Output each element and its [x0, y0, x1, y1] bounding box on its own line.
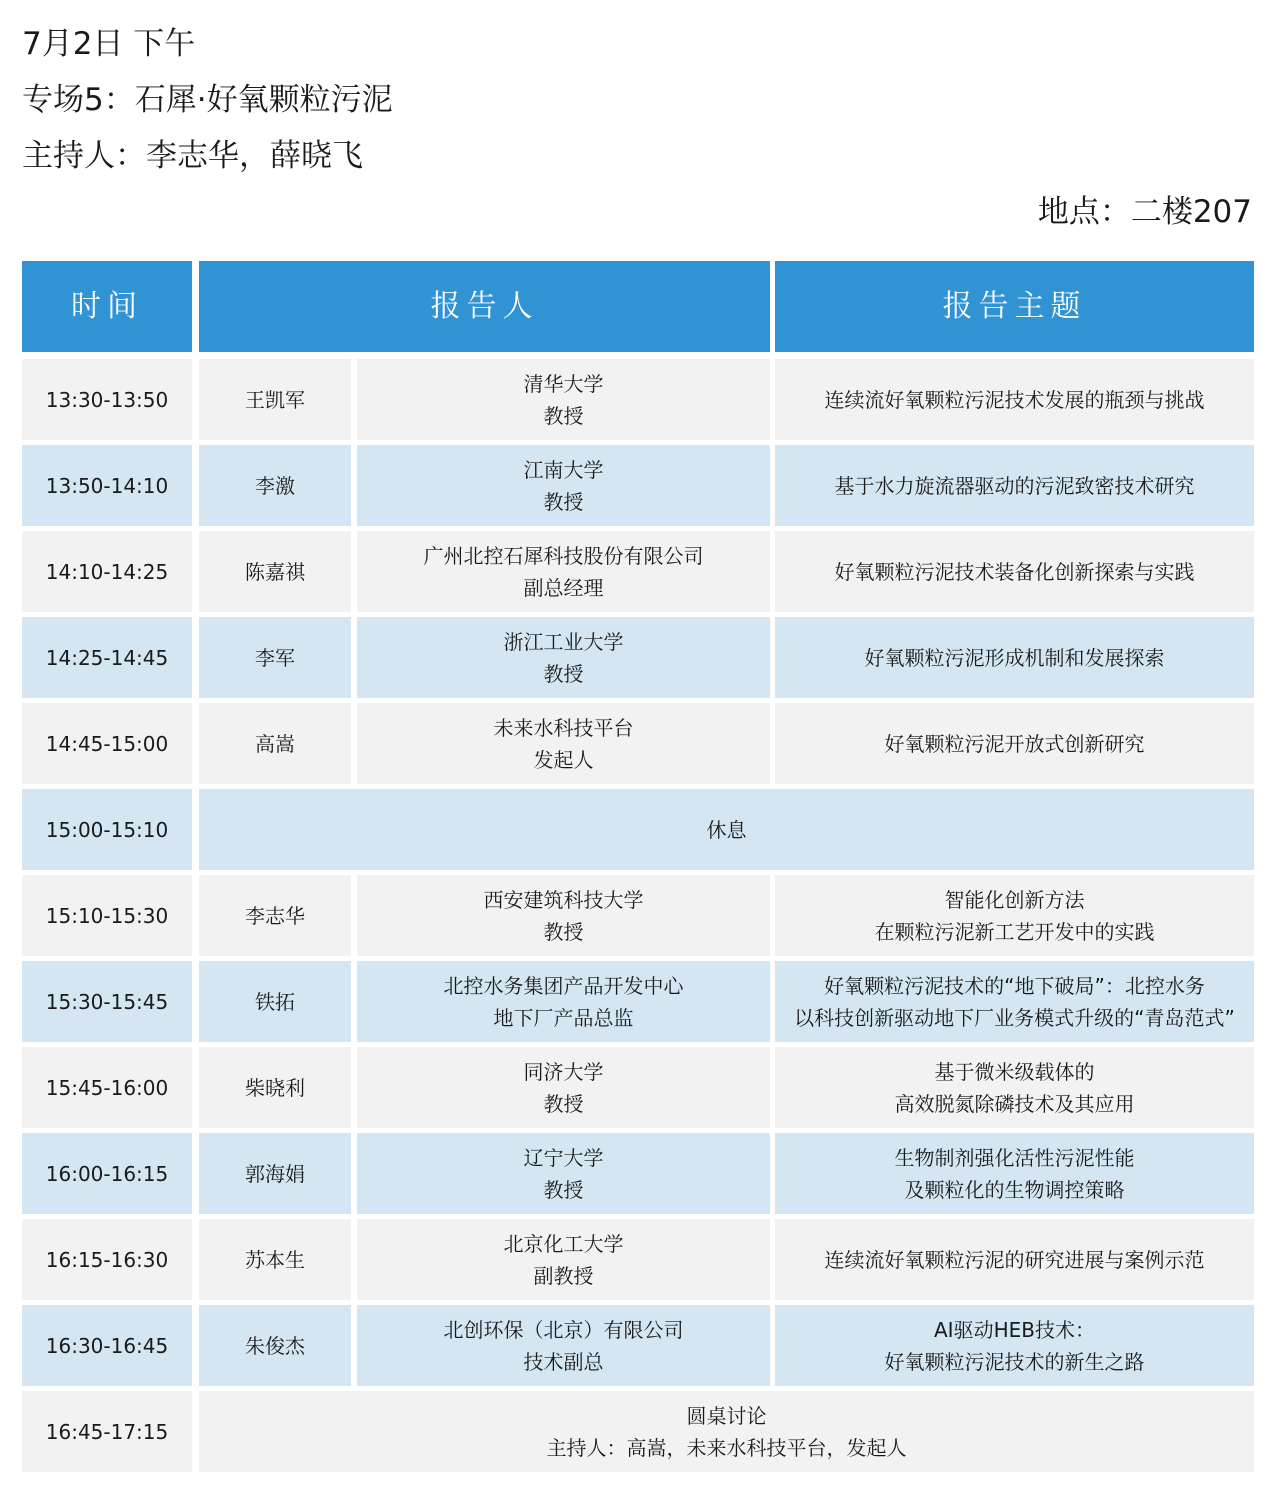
speaker-name: 李军	[255, 645, 295, 670]
speaker-affiliation-cell	[357, 1133, 770, 1214]
speaker-organization: 西安建筑科技大学	[483, 887, 644, 912]
time-text: 14:10-14:25	[45, 559, 169, 584]
time-cell	[22, 1305, 192, 1386]
time-cell	[22, 359, 192, 440]
speaker-organization: 未来水科技平台	[493, 715, 634, 740]
topic-cell	[775, 1047, 1254, 1128]
speaker-name-cell	[199, 961, 351, 1042]
speaker-organization: 同济大学	[523, 1059, 604, 1084]
speaker-organization: 广州北控石犀科技股份有限公司	[423, 543, 704, 568]
time-text: 13:50-14:10	[45, 473, 169, 498]
speaker-title: 教授	[543, 489, 584, 514]
speaker-title: 教授	[543, 661, 584, 686]
speaker-name-cell	[199, 875, 351, 956]
speaker-affiliation-cell	[357, 703, 770, 784]
topic-line: 以科技创新驱动地下厂业务模式升级的“青岛范式”	[794, 1005, 1235, 1030]
time-cell	[22, 961, 192, 1042]
speaker-name: 王凯军	[245, 387, 305, 412]
topic-line: 基于微米级载体的	[934, 1059, 1095, 1084]
time-cell	[22, 1391, 192, 1472]
speaker-organization: 北创环保（北京）有限公司	[443, 1317, 684, 1342]
table-row	[22, 789, 1254, 870]
topic-cell	[775, 1133, 1254, 1214]
time-text: 15:45-16:00	[45, 1075, 169, 1100]
speaker-name-cell	[199, 1047, 351, 1128]
time-text: 16:30-16:45	[45, 1333, 169, 1358]
speaker-affiliation-cell	[357, 1305, 770, 1386]
topic-cell	[775, 531, 1254, 612]
session-date: 7月2日 下午	[22, 26, 196, 62]
topic-line: 连续流好氧颗粒污泥技术发展的瓶颈与挑战	[824, 387, 1205, 412]
speaker-name: 柴晓利	[245, 1075, 305, 1100]
speaker-name: 高嵩	[255, 731, 295, 756]
topic-cell	[775, 703, 1254, 784]
column-header-time: 时间	[22, 261, 192, 352]
column-header-speaker: 报告人	[199, 261, 770, 352]
time-cell	[22, 531, 192, 612]
speaker-organization: 江南大学	[523, 457, 604, 482]
speaker-title: 教授	[543, 1177, 584, 1202]
topic-line: 好氧颗粒污泥技术的新生之路	[884, 1349, 1145, 1374]
speaker-name: 朱俊杰	[245, 1333, 305, 1358]
topic-line: 及颗粒化的生物调控策略	[904, 1177, 1125, 1202]
speaker-name-cell	[199, 445, 351, 526]
speaker-name-cell	[199, 1219, 351, 1300]
topic-line: 好氧颗粒污泥开放式创新研究	[884, 731, 1145, 756]
topic-cell	[775, 445, 1254, 526]
topic-cell	[775, 961, 1254, 1042]
speaker-name-cell	[199, 617, 351, 698]
topic-line: 连续流好氧颗粒污泥的研究进展与案例示范	[824, 1247, 1205, 1272]
time-text: 15:30-15:45	[45, 989, 169, 1014]
table-row	[22, 531, 1254, 612]
topic-line: 在颗粒污泥新工艺开发中的实践	[874, 919, 1155, 944]
topic-line: AI驱动HEB技术：	[934, 1317, 1095, 1342]
roundtable-host: 主持人：高嵩，未来水科技平台，发起人	[546, 1435, 907, 1460]
speaker-affiliation-cell	[357, 1047, 770, 1128]
time-cell	[22, 703, 192, 784]
time-cell	[22, 875, 192, 956]
table-row	[22, 1391, 1254, 1472]
speaker-title: 副总经理	[523, 575, 604, 600]
table-row	[22, 961, 1254, 1042]
speaker-name-cell	[199, 703, 351, 784]
column-header-topic: 报告主题	[775, 261, 1254, 352]
time-cell	[22, 617, 192, 698]
speaker-affiliation-cell	[357, 445, 770, 526]
time-cell	[22, 1133, 192, 1214]
topic-cell	[775, 1219, 1254, 1300]
speaker-organization: 浙江工业大学	[503, 629, 624, 654]
speaker-organization: 清华大学	[523, 371, 604, 396]
speaker-name-cell	[199, 359, 351, 440]
session-title: 专场5：石犀·好氧颗粒污泥	[22, 82, 393, 118]
speaker-affiliation-cell	[357, 531, 770, 612]
time-text: 13:30-13:50	[45, 387, 169, 412]
topic-cell	[775, 1305, 1254, 1386]
speaker-title: 副教授	[533, 1263, 594, 1288]
speaker-affiliation-cell	[357, 617, 770, 698]
topic-line: 好氧颗粒污泥技术的“地下破局”：北控水务	[824, 973, 1205, 998]
speaker-affiliation-cell	[357, 1219, 770, 1300]
topic-line: 高效脱氮除磷技术及其应用	[894, 1091, 1135, 1116]
speaker-name: 郭海娟	[245, 1161, 305, 1186]
topic-cell	[775, 875, 1254, 956]
table-row	[22, 1305, 1254, 1386]
table-row	[22, 359, 1254, 440]
roundtable-cell	[199, 1391, 1254, 1472]
speaker-name: 铁拓	[255, 989, 295, 1014]
topic-line: 基于水力旋流器驱动的污泥致密技术研究	[834, 473, 1195, 498]
table-row	[22, 703, 1254, 784]
speaker-organization: 北京化工大学	[503, 1231, 624, 1256]
speaker-name-cell	[199, 1305, 351, 1386]
table-row	[22, 1219, 1254, 1300]
table-row	[22, 617, 1254, 698]
speaker-organization: 辽宁大学	[523, 1145, 604, 1170]
speaker-name: 苏本生	[245, 1247, 305, 1272]
time-cell	[22, 1219, 192, 1300]
time-text: 16:45-17:15	[45, 1419, 169, 1444]
table-row	[22, 1047, 1254, 1128]
speaker-affiliation-cell	[357, 359, 770, 440]
time-text: 14:45-15:00	[45, 731, 169, 756]
roundtable-title: 圆桌讨论	[686, 1403, 767, 1428]
topic-cell	[775, 617, 1254, 698]
speaker-title: 教授	[543, 1091, 584, 1116]
speaker-title: 地下厂产品总监	[493, 1005, 634, 1030]
speaker-name-cell	[199, 1133, 351, 1214]
speaker-name: 陈嘉祺	[245, 559, 305, 584]
time-cell	[22, 789, 192, 870]
speaker-affiliation-cell	[357, 961, 770, 1042]
table-row	[22, 445, 1254, 526]
time-text: 16:15-16:30	[45, 1247, 169, 1272]
speaker-name-cell	[199, 531, 351, 612]
session-hosts: 主持人：李志华，薛晓飞	[22, 138, 363, 174]
speaker-title: 技术副总	[523, 1349, 604, 1374]
time-text: 15:10-15:30	[45, 903, 169, 928]
time-text: 15:00-15:10	[45, 817, 169, 842]
time-text: 16:00-16:15	[45, 1161, 169, 1186]
speaker-name: 李激	[255, 473, 295, 498]
speaker-organization: 北控水务集团产品开发中心	[443, 973, 684, 998]
speaker-title: 教授	[543, 919, 584, 944]
speaker-name: 李志华	[245, 903, 305, 928]
topic-line: 生物制剂强化活性污泥性能	[894, 1145, 1135, 1170]
time-cell	[22, 1047, 192, 1128]
table-row	[22, 1133, 1254, 1214]
topic-line: 好氧颗粒污泥技术装备化创新探索与实践	[834, 559, 1195, 584]
time-text: 14:25-14:45	[45, 645, 169, 670]
break-text: 休息	[706, 817, 747, 842]
table-header-row	[22, 261, 1254, 352]
session-location: 地点：二楼207	[1037, 194, 1252, 230]
topic-line: 好氧颗粒污泥形成机制和发展探索	[864, 645, 1165, 670]
speaker-affiliation-cell	[357, 875, 770, 956]
time-cell	[22, 445, 192, 526]
table-row	[22, 875, 1254, 956]
speaker-title: 教授	[543, 403, 584, 428]
topic-line: 智能化创新方法	[944, 887, 1085, 912]
break-cell	[199, 789, 1254, 870]
topic-cell	[775, 359, 1254, 440]
speaker-title: 发起人	[533, 747, 594, 772]
